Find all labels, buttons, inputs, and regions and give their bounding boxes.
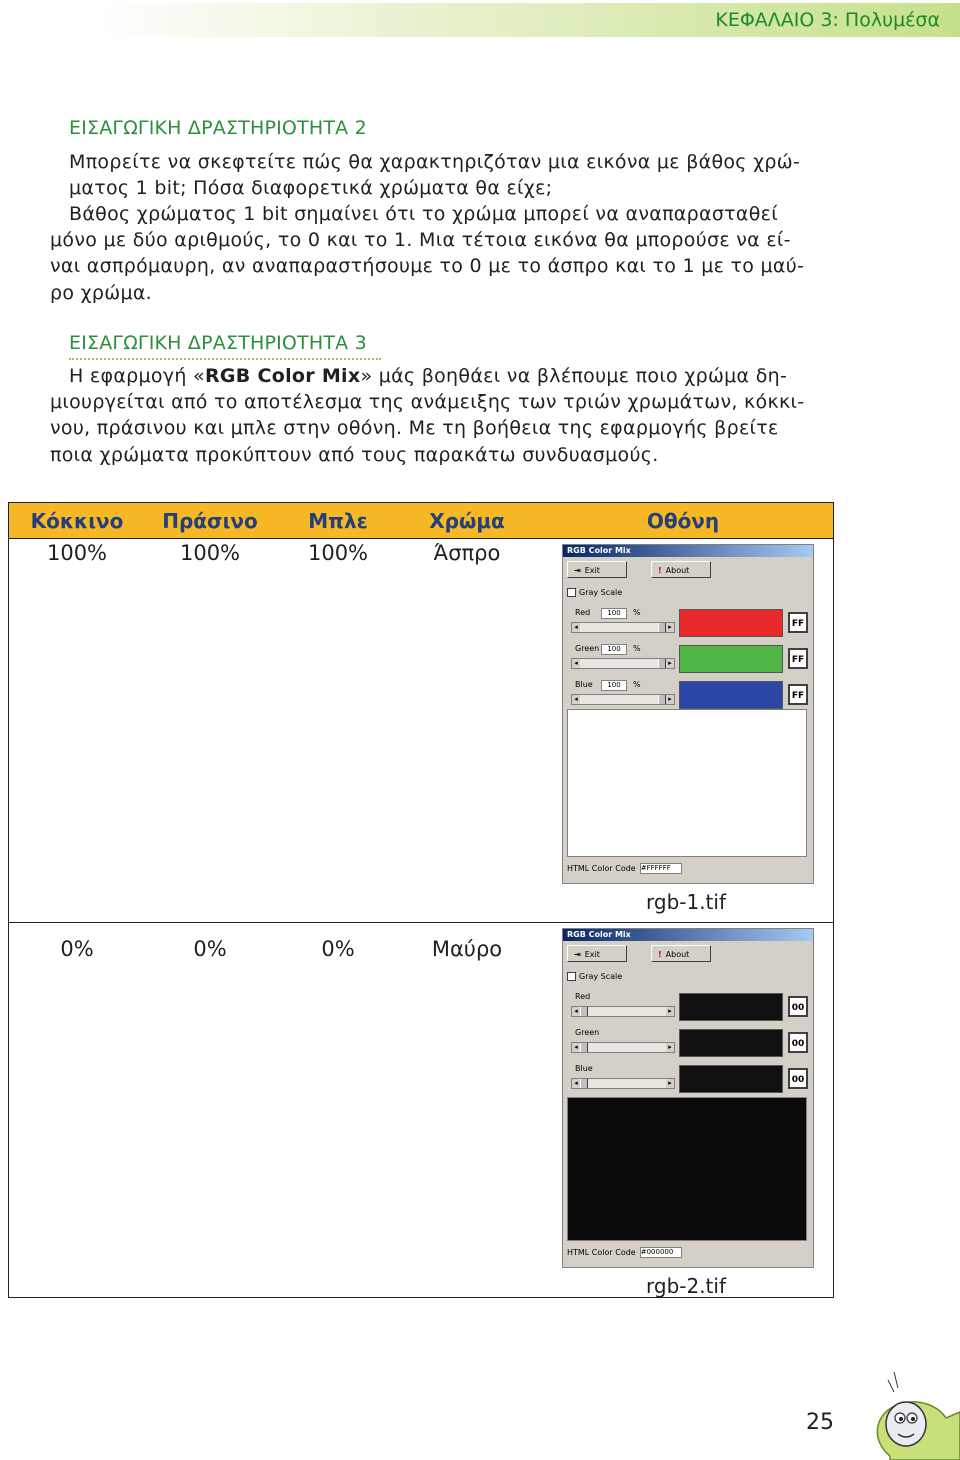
blue-swatch [679,1065,783,1093]
green-label: Green [575,1028,600,1037]
blue-slider[interactable] [571,1078,675,1089]
red-slider[interactable] [571,1006,675,1017]
slider-knob[interactable] [658,623,666,632]
green-hex-value: FF [788,648,808,669]
html-code-label: HTML Color Code [567,864,636,873]
app-name: RGB Color Mix [204,365,361,387]
left-arrow-icon[interactable]: ◂ [572,623,580,632]
text-line: ματος 1 bit; Πόσα διαφορετικά χρώματα θα είχε; [69,177,553,200]
red-hex-value: FF [788,612,808,633]
blue-swatch [679,681,783,709]
grayscale-label: Gray Scale [579,972,623,981]
exit-label: Exit [584,566,600,575]
right-arrow-icon[interactable]: ▸ [666,695,674,704]
right-arrow-icon[interactable]: ▸ [666,659,674,668]
activity-2-title: ΕΙΣΑΓΩΓΙΚΗ ΔΡΑΣΤΗΡΙΟΤΗΤΑ 2 [69,117,367,139]
green-label: Green [575,644,600,653]
exit-label: Exit [584,950,600,959]
cell-value: 100% [179,541,241,565]
percent-sign: % [633,680,641,689]
page-number: 25 [806,1410,834,1435]
exclamation-icon: ! [658,950,662,959]
cell-blue [274,927,402,1313]
header-green: Πράσινο [146,503,274,539]
header-screen: Οθόνη [532,503,834,539]
exit-button[interactable] [567,945,627,962]
cell-green [146,539,274,928]
text-fragment: Η εφαρμογή « [69,365,205,387]
blue-label: Blue [575,680,593,689]
header-red: Κόκκινο [8,503,146,539]
green-swatch [679,645,783,673]
window-titlebar: RGB Color Mix [563,929,813,941]
html-code-label: HTML Color Code [567,1248,636,1257]
activity-3-text [50,363,804,468]
slider-knob[interactable] [658,659,666,668]
blue-hex-value: FF [788,684,808,705]
green-swatch [679,1029,783,1057]
right-arrow-icon[interactable]: ▸ [666,623,674,632]
red-swatch [679,609,783,637]
grayscale-label: Gray Scale [579,588,623,597]
exit-icon: ⇥ [574,950,581,959]
about-button[interactable] [651,561,711,578]
rgb-color-mix-window-white [562,544,814,884]
about-button[interactable] [651,945,711,962]
text-line: Βάθος χρώματος 1 bit σημαίνει ότι το χρώμα μπορεί να αναπαρασταθεί [69,203,778,225]
right-arrow-icon[interactable]: ▸ [666,1079,674,1088]
checkbox-box[interactable] [567,588,576,597]
row-divider [8,922,834,923]
html-color-code [567,1247,682,1258]
blue-value-field[interactable]: 100 [601,680,627,691]
red-value-field[interactable]: 100 [601,608,627,619]
cell-value: 0% [321,937,355,961]
text-line: νου, πράσινου και μπλε στην οθόνη. Με τη βοήθεια της εφαρμογής βρείτε [50,417,779,440]
html-color-code [567,863,682,874]
left-arrow-icon[interactable]: ◂ [572,1079,580,1088]
figure-caption: rgb-2.tif [646,1274,726,1298]
cell-blue [274,539,402,928]
window-titlebar: RGB Color Mix [563,545,813,557]
text-line: ναι ασπρόμαυρη, αν αναπαραστήσουμε το 0 με το άσπρο και το 1 με το μαύ- [50,255,805,278]
header-blue: Μπλε [274,503,402,539]
text-line: μιουργείται από το αποτέλεσμα της ανάμειξης των τριών χρωμάτων, κόκκι- [50,391,805,414]
red-label: Red [575,992,591,1001]
html-code-value[interactable]: #FFFFFF [640,863,682,874]
text-fragment: » μάς βοηθάει να βλέπουμε ποιο χρώμα δη- [360,365,788,387]
cell-green [146,927,274,1313]
percent-sign: % [633,608,641,617]
figure-caption: rgb-1.tif [646,890,726,914]
header-color: Χρώμα [402,503,532,539]
about-label: About [665,950,690,959]
green-slider[interactable] [571,658,675,669]
activity-2-text [69,149,800,201]
red-hex-value: 00 [788,996,808,1017]
blue-slider[interactable] [571,694,675,705]
checkbox-box[interactable] [567,972,576,981]
cell-color [402,927,532,1313]
red-swatch [679,993,783,1021]
text-line: Μπορείτε να σκεφτείτε πώς θα χαρακτηριζόταν μια εικόνα με βάθος χρώ- [69,151,801,173]
table-header-row [8,503,834,539]
html-code-value[interactable]: #000000 [640,1247,682,1258]
chapter-header-band [98,3,960,37]
slider-knob[interactable] [580,1043,588,1052]
cell-red [8,927,146,1313]
text-line: ποια χρώματα προκύπτουν από τους παρακάτω συνδυασμούς. [50,443,659,466]
about-label: About [665,566,690,575]
cell-color [402,539,532,928]
activity-3-title: ΕΙΣΑΓΩΓΙΚΗ ΔΡΑΣΤΗΡΙΟΤΗΤΑ 3 [69,332,381,360]
cell-value: Άσπρο [433,541,501,565]
slider-knob[interactable] [658,695,666,704]
red-label: Red [575,608,591,617]
chapter-title: ΚΕΦΑΛΑΙΟ 3: Πολυμέσα [715,9,940,31]
cell-value: 100% [46,541,108,565]
cell-value: 0% [60,937,94,961]
green-hex-value: 00 [788,1032,808,1053]
color-display [567,1097,807,1241]
exit-icon: ⇥ [574,566,581,575]
percent-sign: % [633,644,641,653]
grayscale-checkbox[interactable] [567,588,622,597]
mouse-mascot-icon [860,1360,960,1460]
slider-knob[interactable] [580,1079,588,1088]
left-arrow-icon[interactable]: ◂ [572,1007,580,1016]
text-line: μόνο με δύο αριθμούς, το 0 και το 1. Μια τέτοια εικόνα θα μπορούσε να εί- [50,229,791,252]
blue-hex-value: 00 [788,1068,808,1089]
green-slider[interactable] [571,1042,675,1053]
left-arrow-icon[interactable]: ◂ [572,659,580,668]
cell-value: 100% [307,541,369,565]
text-line: ρο χρώμα. [50,281,153,304]
color-display [567,709,807,857]
left-arrow-icon[interactable]: ◂ [572,1043,580,1052]
grayscale-checkbox[interactable] [567,972,622,981]
right-arrow-icon[interactable]: ▸ [666,1007,674,1016]
exit-button[interactable] [567,561,627,578]
text-line [50,363,804,389]
activity-2-answer [50,201,804,306]
blue-label: Blue [575,1064,593,1073]
cell-value: 0% [193,937,227,961]
slider-knob[interactable] [580,1007,588,1016]
rgb-color-mix-window-black [562,928,814,1268]
right-arrow-icon[interactable]: ▸ [666,1043,674,1052]
green-value-field[interactable]: 100 [601,644,627,655]
left-arrow-icon[interactable]: ◂ [572,695,580,704]
exclamation-icon: ! [658,566,662,575]
red-slider[interactable] [571,622,675,633]
cell-value: Μαύρο [431,937,503,961]
cell-red [8,539,146,928]
